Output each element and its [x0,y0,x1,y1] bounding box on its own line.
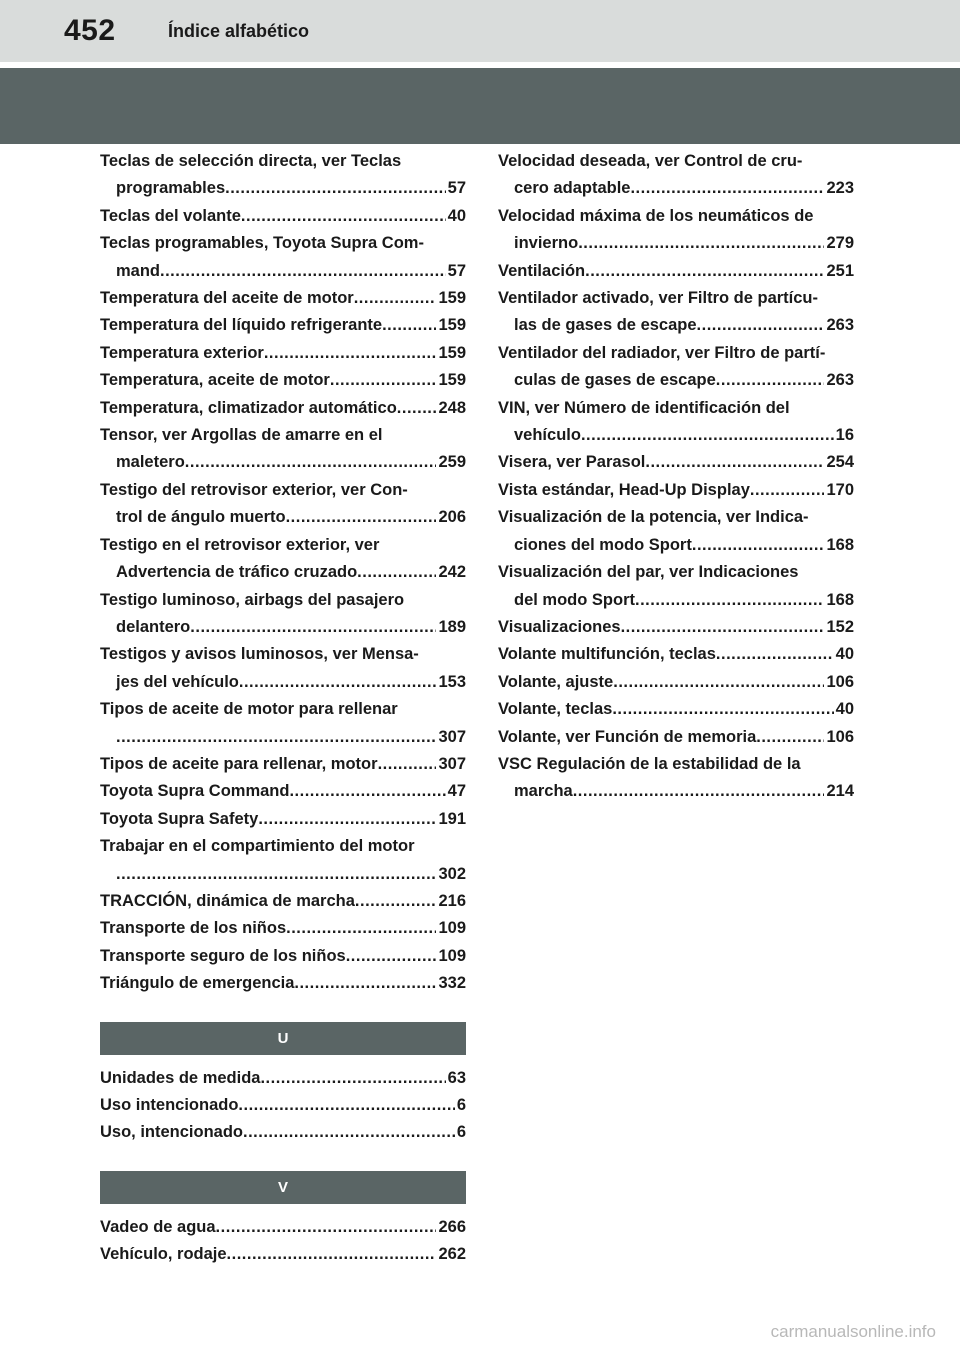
entry-text: Testigo en el retrovisor exterior, ver [100,535,380,554]
index-entry [100,203,466,230]
entry-text: culas de gases de escape [514,371,716,390]
entry-text: Tipos de aceite para rellenar, motor [100,754,378,773]
page-reference: 259 [438,453,466,472]
entry-text: Teclas de selección directa, ver Teclas [100,152,402,170]
index-entry [498,559,854,614]
entry-line [100,285,466,312]
dot-leader [260,1065,445,1092]
entry-text: Toyota Supra Command [100,782,290,801]
page-reference: 63 [447,1068,466,1087]
page-reference: 168 [826,590,854,609]
index-entry [100,1241,466,1268]
page-reference: 191 [438,809,466,828]
page-reference: 6 [456,1096,466,1114]
entry-text: Uso, intencionado [100,1123,244,1142]
dot-leader [116,861,436,888]
entry-text: Vehículo, rodaje [100,1245,227,1264]
index-column-right [498,148,854,806]
dot-leader [378,751,437,778]
entry-text: Ventilador activado, ver Filtro de partícu- [498,289,818,308]
dot-leader [238,1092,454,1119]
entry-text: del modo Sport [514,590,635,609]
entry-text: Temperatura del aceite de motor [100,289,354,308]
entry-line [498,614,854,641]
dot-leader [241,203,446,230]
entry-line [100,778,466,805]
entry-text: Teclas programables, Toyota Supra Com- [100,234,424,253]
entry-text: Testigo del retrovisor exterior, ver Con- [100,480,408,499]
page-reference: 109 [438,946,466,965]
left-entries [100,148,466,998]
page-reference: 206 [438,508,466,527]
index-entry [100,970,466,997]
index-entry [100,943,466,970]
entry-line [100,395,466,422]
dot-leader [185,449,437,476]
dot-leader [294,970,436,997]
index-entry [100,641,466,696]
dot-leader [258,806,436,833]
dot-leader [116,724,436,751]
entry-text: jes del vehículo [116,672,239,691]
dot-leader [355,888,437,915]
page-reference: 40 [447,206,466,225]
dot-leader [330,367,437,394]
page-reference: 251 [826,261,854,280]
dot-leader [630,175,824,202]
dot-leader [286,915,436,942]
page-reference: 307 [438,727,466,746]
entry-line [100,340,466,367]
index-entry [100,806,466,833]
entry-line [498,312,854,339]
index-entry [100,148,466,203]
index-entry [100,1214,466,1241]
entry-line [498,230,854,257]
page-reference: 159 [438,343,466,362]
entry-text: Visualizaciones [498,617,621,636]
page-reference: 16 [835,426,854,445]
index-entry [100,751,466,778]
page-number: 452 [64,14,116,47]
index-entry [498,258,854,285]
entry-text: Testigo luminoso, airbags del pasajero [100,590,405,609]
entry-text: Temperatura, climatizador automático [100,398,397,417]
entry-text: Advertencia de tráfico cruzado [116,563,358,582]
entry-text: VSC Regulación de la estabilidad de la [498,754,801,773]
entry-line [498,258,854,285]
entry-text: Trabajar en el compartimiento del motor [100,837,415,856]
dot-leader [397,395,437,422]
entry-text: TRACCIÓN, dinámica de marcha [100,891,355,910]
entry-text: Unidades de medida [100,1068,261,1087]
page-reference: 254 [826,453,854,472]
dot-leader [716,367,825,394]
dot-leader [354,285,437,312]
entry-text: Visualización de la potencia, ver Indica- [498,508,809,527]
dot-leader [227,1241,437,1268]
entry-text: Visualización del par, ver Indicaciones [498,563,799,582]
page-header-bar [0,0,960,62]
entry-line [100,1092,466,1119]
entry-text: Transporte de los niños [100,919,287,938]
u-entries [100,1065,466,1147]
page-reference: 279 [826,234,854,253]
index-entry [100,778,466,805]
entry-line [100,367,466,394]
page-reference: 214 [826,782,854,801]
entry-line [100,669,466,696]
entry-text: Temperatura exterior [100,343,264,362]
dot-leader [750,477,825,504]
right-entries [498,148,854,806]
index-entry [498,614,854,641]
entry-text: programables [116,179,226,198]
entry-line [100,1214,466,1241]
page-reference: 159 [438,371,466,390]
index-entry [100,340,466,367]
index-entry [100,1065,466,1092]
entry-line [498,449,854,476]
index-column-left [100,148,466,1269]
page-reference: 168 [826,535,854,554]
entry-line [100,943,466,970]
entry-text: ciones del modo Sport [514,535,692,554]
page-reference: 266 [438,1217,466,1236]
entry-text: Velocidad máxima de los neumáticos de [498,206,814,225]
entry-text: VIN, ver Número de identificación del [498,398,790,417]
entry-text: Volante, ajuste [498,672,614,691]
entry-line [100,1119,466,1146]
dot-leader [697,312,825,339]
dot-leader [756,724,824,751]
entry-line [498,367,854,394]
index-entry [498,504,854,559]
entry-text: Ventilador del radiador, ver Filtro de partí- [498,343,826,362]
entry-text: Velocidad deseada, ver Control de cru- [498,152,803,170]
entry-line [100,504,466,531]
entry-text: Teclas del volante [100,206,241,225]
entry-text: Uso intencionado [100,1096,239,1114]
dot-leader [160,258,446,285]
entry-line [100,724,466,751]
entry-line [498,422,854,449]
entry-line [100,861,466,888]
header-banner [0,68,960,144]
page-reference: 307 [438,754,466,773]
entry-text: Tensor, ver Argollas de amarre en el [100,426,383,445]
page-reference: 40 [835,645,854,664]
page-reference: 302 [438,864,466,883]
section-letter-u: U [100,1022,466,1055]
dot-leader [357,559,436,586]
entry-text: Volante, ver Función de memoria [498,727,757,746]
entry-text: cero adaptable [514,179,631,198]
index-entry [498,669,854,696]
entry-text: Temperatura del líquido refrigerante [100,316,383,335]
dot-leader [716,641,834,668]
page-reference: 332 [438,974,466,993]
entry-line [100,1065,466,1092]
entry-line [498,532,854,559]
index-entry [100,1092,466,1119]
index-entry [498,641,854,668]
entry-line [100,888,466,915]
page-reference: 159 [438,316,466,335]
dot-leader [645,449,824,476]
page-reference: 263 [826,371,854,390]
dot-leader [225,175,446,202]
index-entry [100,696,466,751]
dot-leader [346,943,437,970]
entry-line [498,587,854,614]
page-reference: 109 [438,919,466,938]
entry-text: Ventilación [498,261,586,280]
entry-text: Tipos de aceite de motor para rellenar [100,700,398,719]
entry-text: Visera, ver Parasol [498,453,646,472]
entry-line [498,696,854,723]
entry-text: las de gases de escape [514,316,697,335]
dot-leader [216,1214,437,1241]
entry-line [100,559,466,586]
dot-leader [581,422,834,449]
dot-leader [585,258,824,285]
dot-leader [264,340,437,367]
index-entry [100,395,466,422]
page-reference: 223 [826,179,854,198]
index-entry [498,148,854,203]
entry-line [100,203,466,230]
entry-line [498,778,854,805]
entry-text: delantero [116,617,191,636]
entry-line [498,724,854,751]
entry-line [498,477,854,504]
index-entry [498,449,854,476]
entry-line [498,175,854,202]
entry-line [100,970,466,997]
dot-leader [382,312,436,339]
entry-text: Volante, teclas [498,700,613,719]
entry-line [498,641,854,668]
index-entry [498,477,854,504]
page-reference: 40 [835,700,854,719]
index-entry [100,422,466,477]
page-reference: 263 [826,316,854,335]
page-reference: 106 [826,672,854,691]
section-letter-v: V [100,1171,466,1204]
dot-leader [286,504,437,531]
dot-leader [621,614,825,641]
dot-leader [635,587,824,614]
index-entry [100,532,466,587]
dot-leader [692,532,825,559]
entry-line [100,915,466,942]
entry-text: Vista estándar, Head-Up Display [498,480,750,499]
index-entry [100,477,466,532]
page-reference: 153 [438,672,466,691]
page-reference: 159 [438,289,466,308]
index-entry [498,203,854,258]
watermark: carmanualsonline.info [770,1322,936,1341]
entry-text: Vadeo de agua [100,1217,216,1236]
index-entry [498,340,854,395]
index-entry [100,888,466,915]
index-entry [100,587,466,642]
page-reference: 106 [826,727,854,746]
dot-leader [612,696,833,723]
dot-leader [573,778,825,805]
index-entry [498,751,854,806]
entry-text: trol de ángulo muerto [116,508,286,527]
entry-text: Testigos y avisos luminosos, ver Mensa- [100,645,419,664]
entry-text: mand [116,261,161,280]
dot-leader [239,669,437,696]
dot-leader [289,778,445,805]
entry-line [100,1241,466,1268]
entry-text: marcha [514,782,573,801]
entry-line [100,806,466,833]
dot-leader [578,230,824,257]
entry-text: Toyota Supra Safety [100,809,259,828]
page-reference: 6 [456,1123,466,1142]
page-reference: 216 [438,891,466,910]
page-reference: 242 [438,563,466,582]
dot-leader [190,614,436,641]
entry-line [100,614,466,641]
entry-line [100,751,466,778]
entry-text: Transporte seguro de los niños [100,946,346,965]
entry-line [100,175,466,202]
index-entry [100,312,466,339]
dot-leader [613,669,824,696]
page-reference: 189 [438,617,466,636]
entry-line [498,669,854,696]
index-entry [498,696,854,723]
entry-line [100,258,466,285]
index-entry [498,285,854,340]
page-reference: 262 [438,1245,466,1264]
index-entry [100,1119,466,1146]
index-entry [100,915,466,942]
index-entry [100,833,466,888]
page-reference: 57 [447,261,466,280]
entry-text: Triángulo de emergencia [100,974,295,993]
page-reference: 170 [826,480,854,499]
page-reference: 152 [826,617,854,636]
index-entry [100,230,466,285]
section-title: Índice alfabético [168,21,310,41]
entry-text: invierno [514,234,579,253]
entry-text: vehículo [514,426,581,445]
entry-line [100,449,466,476]
page-reference: 248 [438,398,466,417]
entry-text: Volante multifunción, teclas [498,645,716,664]
entry-text: Temperatura, aceite de motor [100,371,330,390]
index-entry [100,367,466,394]
dot-leader [243,1119,455,1146]
v-entries [100,1214,466,1269]
index-entry [498,395,854,450]
entry-text: maletero [116,453,185,472]
index-entry [498,724,854,751]
page-reference: 57 [447,179,466,198]
entry-line [100,312,466,339]
index-entry [100,285,466,312]
page-reference: 47 [447,782,466,801]
